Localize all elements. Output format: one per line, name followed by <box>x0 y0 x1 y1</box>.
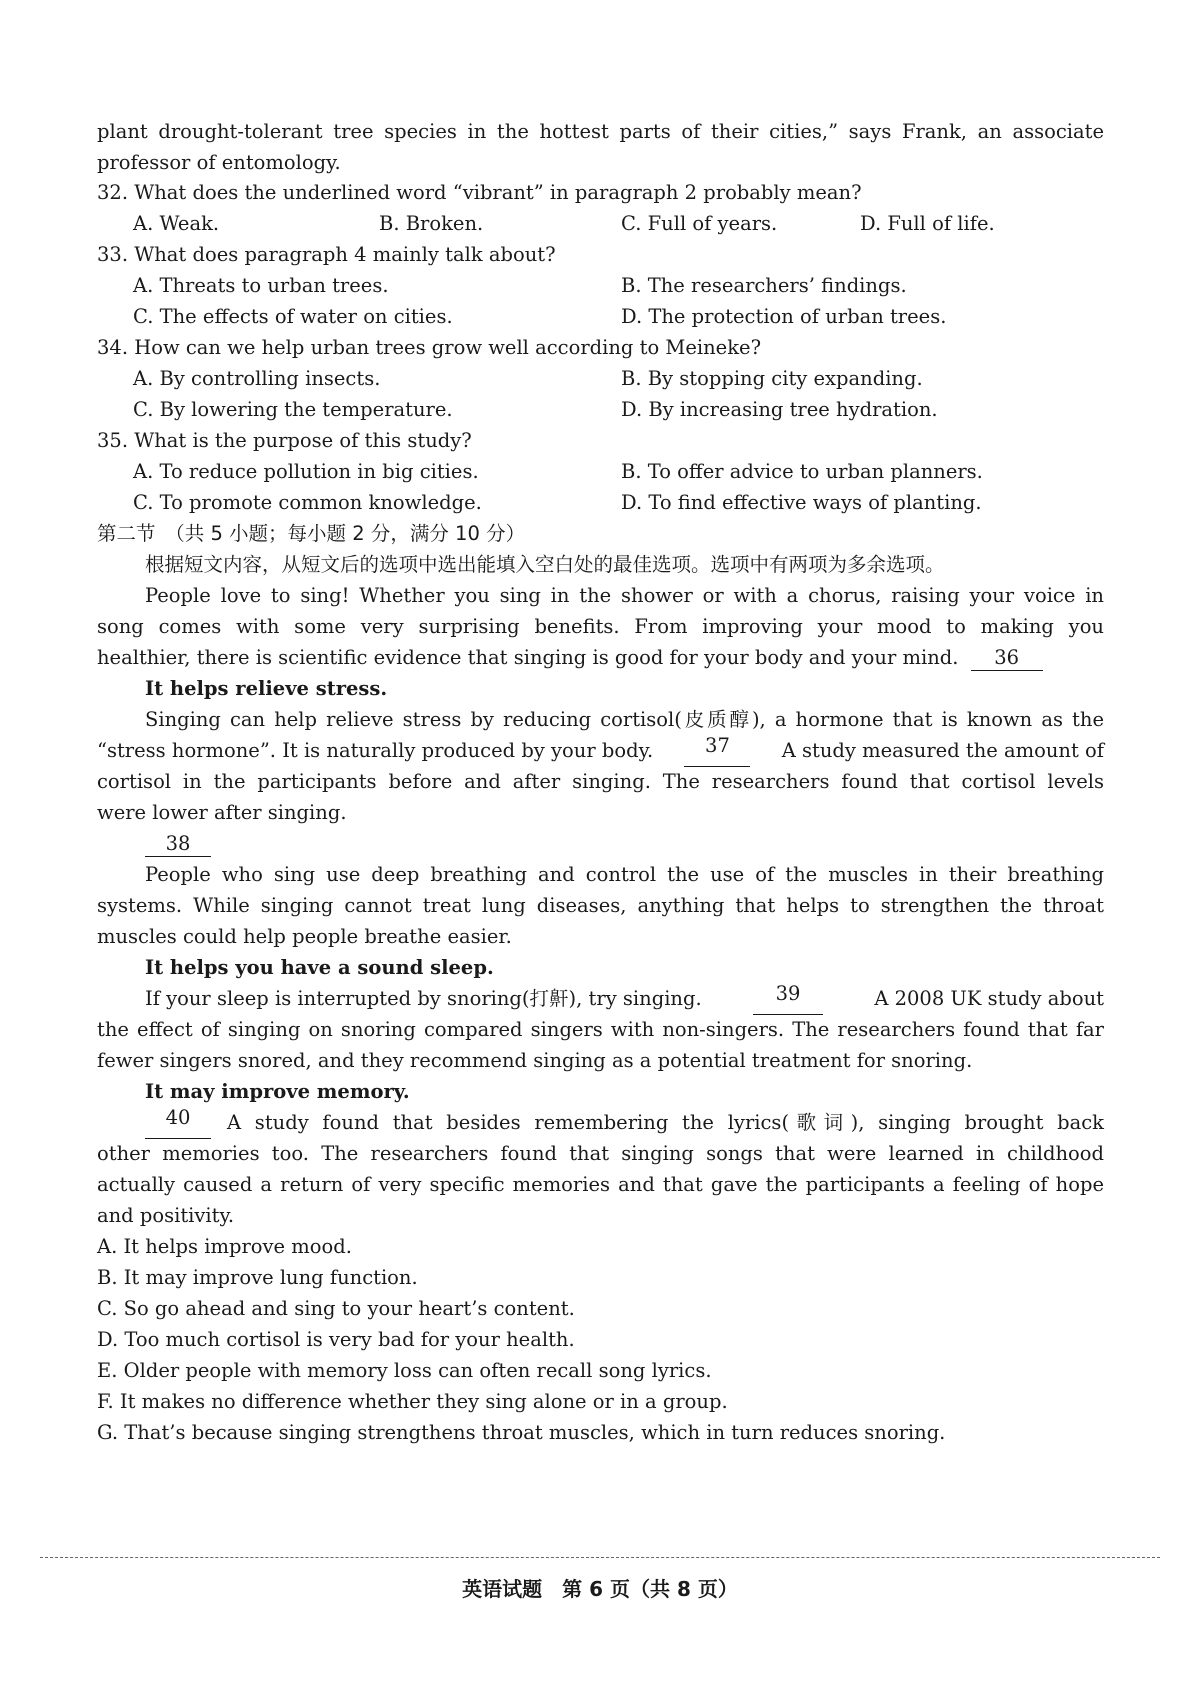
question-32-option-c: C. Full of years. <box>621 212 778 235</box>
question-35-option-b: B. To offer advice to urban planners. <box>621 460 983 483</box>
question-33-stem: 33. What does paragraph 4 mainly talk about? <box>97 243 556 266</box>
question-33-option-c: C. The effects of water on cities. <box>133 305 453 328</box>
subheading: It may improve memory. <box>145 1080 410 1103</box>
question-34-option-d: D. By increasing tree hydration. <box>621 398 938 421</box>
subheading: It helps relieve stress. <box>145 677 388 700</box>
article-line: were lower after singing. <box>97 801 347 824</box>
article-line <box>97 1106 1104 1139</box>
question-35-option-c: C. To promote common knowledge. <box>133 491 482 514</box>
choice-d: D. Too much cortisol is very bad for your health. <box>97 1328 575 1351</box>
question-32-stem: 32. What does the underlined word “vibrant” in paragraph 2 probably mean? <box>97 181 862 204</box>
question-34-stem: 34. How can we help urban trees grow well according to Meineke? <box>97 336 762 359</box>
question-32-option-a: A. Weak. <box>133 212 220 235</box>
article-line: systems. While singing cannot treat lung diseases, anything that helps to strengthen the throat <box>97 894 1104 917</box>
blank-38: 38 <box>145 832 211 857</box>
article-line: muscles could help people breathe easier. <box>97 925 512 948</box>
question-32-option-b: B. Broken. <box>379 212 484 235</box>
choice-a: A. It helps improve mood. <box>97 1235 352 1258</box>
article-line <box>97 734 1104 767</box>
choice-b: B. It may improve lung function. <box>97 1266 418 1289</box>
question-34-option-c: C. By lowering the temperature. <box>133 398 453 421</box>
question-35-option-d: D. To find effective ways of planting. <box>621 491 982 514</box>
article-line: the effect of singing on snoring compared singers with non-singers. The researchers found that far <box>97 1018 1104 1041</box>
section-instruction: 根据短文内容，从短文后的选项中选出能填入空白处的最佳选项。选项中有两项为多余选项。 <box>145 553 945 576</box>
question-32-option-d: D. Full of life. <box>860 212 995 235</box>
article-text: A study measured the amount of <box>781 739 1104 762</box>
article-line <box>97 982 1104 1015</box>
question-33-option-a: A. Threats to urban trees. <box>133 274 389 297</box>
question-35-stem: 35. What is the purpose of this study? <box>97 429 472 452</box>
article-text: “stress hormone”. It is naturally produced by your body. <box>97 739 654 762</box>
article-line <box>97 641 1104 674</box>
choice-c: C. So go ahead and sing to your heart’s content. <box>97 1297 575 1320</box>
question-33-option-b: B. The researchers’ findings. <box>621 274 907 297</box>
blank-40: 40 <box>145 1106 211 1139</box>
article-text: healthier, there is scientific evidence that singing is good for your body and your mind. <box>97 646 959 669</box>
blank-39: 39 <box>753 982 823 1015</box>
section-title: 第二节 （共 5 小题；每小题 2 分，满分 10 分） <box>97 522 526 545</box>
question-33-option-d: D. The protection of urban trees. <box>621 305 947 328</box>
article-line: other memories too. The researchers found that singing songs that were learned in childhood <box>97 1142 1104 1165</box>
question-34-option-a: A. By controlling insects. <box>133 367 381 390</box>
choice-f: F. It makes no difference whether they sing alone or in a group. <box>97 1390 728 1413</box>
choice-e: E. Older people with memory loss can often recall song lyrics. <box>97 1359 712 1382</box>
question-35-option-a: A. To reduce pollution in big cities. <box>133 460 479 483</box>
article-line: and positivity. <box>97 1204 235 1227</box>
blank-38-line <box>97 827 1104 860</box>
footer-divider <box>40 1557 1160 1558</box>
article-text: If your sleep is interrupted by snoring(打鼾), try singing. <box>145 987 702 1010</box>
article-line: cortisol in the participants before and after singing. The researchers found that cortisol levels <box>97 770 1104 793</box>
article-line: actually caused a return of very specific memories and that gave the participants a feeling of hope <box>97 1173 1104 1196</box>
question-34-option-b: B. By stopping city expanding. <box>621 367 923 390</box>
article-line: Singing can help relieve stress by reducing cortisol(皮质醇), a hormone that is known as the <box>145 708 1104 731</box>
passage-line: professor of entomology. <box>97 151 341 174</box>
blank-37: 37 <box>684 734 750 767</box>
article-line: People love to sing! Whether you sing in the shower or with a chorus, raising your voice in <box>145 584 1104 607</box>
article-line: song comes with some very surprising benefits. From improving your mood to making you <box>97 615 1104 638</box>
blank-36: 36 <box>971 646 1043 671</box>
passage-line: plant drought-tolerant tree species in the hottest parts of their cities,” says Frank, an associate <box>97 120 1104 143</box>
article-text: A 2008 UK study about <box>874 987 1104 1010</box>
article-line: People who sing use deep breathing and control the use of the muscles in their breathing <box>145 863 1104 886</box>
article-line: fewer singers snored, and they recommend singing as a potential treatment for snoring. <box>97 1049 973 1072</box>
subheading: It helps you have a sound sleep. <box>145 956 494 979</box>
choice-g: G. That’s because singing strengthens throat muscles, which in turn reduces snoring. <box>97 1421 946 1444</box>
page-footer: 英语试题 第 6 页（共 8 页） <box>462 1577 738 1601</box>
article-text: A study found that besides remembering the lyrics(歌词), singing brought back <box>227 1111 1104 1134</box>
